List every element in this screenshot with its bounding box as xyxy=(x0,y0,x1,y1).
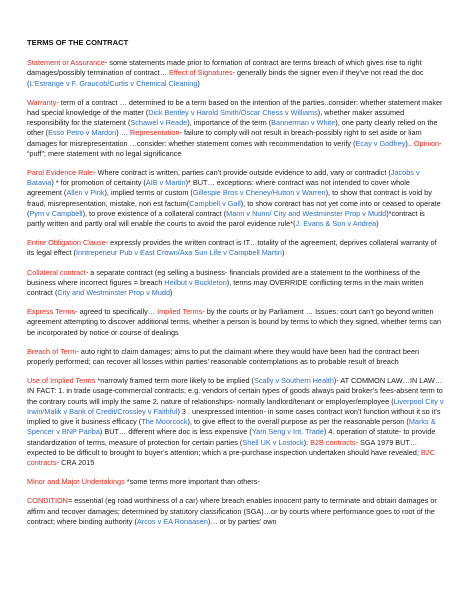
body-text: ) xyxy=(170,288,173,298)
body-text: )… or by parties’ own xyxy=(207,516,277,526)
body-text: - term of a contract … determined to be a term based on the intention of the parties..consider: whether statement maker had special knowledge of the matter ( xyxy=(27,97,445,118)
body-text: ) 3 . unexpressed intention- in some cases contract won’t function without it so it’s implied to give it business efficacy ( xyxy=(27,406,443,427)
term-heading: Effect of Signatures xyxy=(168,68,233,78)
case-citation: Marks & Spencer v BNP Pariba xyxy=(27,417,438,437)
case-citation: Ecay v Godfrey xyxy=(355,138,406,148)
body-text: ), to show contract has not yet come into or ceased to operate ( xyxy=(27,198,443,218)
body-text: - expressly provides the written contract is IT…totality of the agreement, deprives collateral warranty of its legal effect ( xyxy=(27,238,439,258)
body-text: - auto right to claim damages; aims to put the claimant where they would have been had the contract been properly performed; can recover all losses within parties’ reasonable contemplations as to probable result of breach xyxy=(27,346,422,367)
body-text: - Where contract is written, parties can’t provide outside evidence to add, vary or contradict ( xyxy=(93,168,391,178)
term-heading: CONDITION xyxy=(27,496,68,506)
term-heading: Express Terms xyxy=(27,307,76,317)
body-text: ) xyxy=(376,219,379,229)
body-text: ), to prove existence of a collateral contract ( xyxy=(82,208,227,218)
case-citation: The Moorcock xyxy=(141,417,188,427)
body-text: ), implied terms or custom ( xyxy=(104,188,193,198)
body-text: - agreed to specifically… xyxy=(75,307,158,317)
case-citation: Shell UK v Lostock xyxy=(242,437,304,447)
body-text: ), importance of the term ( xyxy=(187,118,272,128)
case-citation: Dick Bentley v Harold Smith/Oscar Chess v Williams xyxy=(148,108,318,118)
term-heading: Implied Terms xyxy=(157,307,203,317)
term-heading: Warranty xyxy=(27,97,57,107)
body-text: = essential (eg road worthiness of a car) where breach enables innocent party to terminate and obtain damages or affirm and recover damages; determined by statutory classification (SGA)…or by courts where performance goes to root of the contract; where binding authority ( xyxy=(27,496,439,526)
case-citation: Yam Seng v Int. Trade xyxy=(251,427,324,437)
case-citation: Inntrepeneur Pub v East Crown/Axa Sun Life v Campbell Martin xyxy=(75,248,282,258)
body-text: ) … xyxy=(116,128,131,138)
case-citation: City and Westminster Prop v Mudd xyxy=(57,288,171,298)
term-heading: Minor and Major Undertakings xyxy=(27,477,125,487)
case-citation: L’Estrange v F. Graucob/Curtis v Chemical Cleaning xyxy=(29,78,198,88)
case-citation: Scally v Southern Health xyxy=(253,376,334,386)
term-heading: Opinion xyxy=(413,138,440,148)
paragraph-breach-of-term xyxy=(27,347,444,367)
body-text: - CRA 2015 xyxy=(56,457,95,467)
body-text: - SGA 1979 BUT… expected to be difficult to brought to buyer’s attention; which a pre-purchase inspection undertaken should have revealed; xyxy=(27,437,421,457)
body-text: ) * for promotion of certainty ( xyxy=(51,178,146,188)
term-heading: Breach of Term xyxy=(27,346,77,356)
term-heading: Use of Implied Terms xyxy=(27,376,96,386)
body-text: ) BUT… different where doc is less expensive ( xyxy=(99,427,252,437)
body-text: ): xyxy=(303,437,311,447)
body-text: ), whether maker assumed responsibility for the statement ( xyxy=(27,108,407,128)
document-body xyxy=(27,58,444,527)
body-text: - “puff”; mere statement with no legal significance xyxy=(27,138,444,158)
body-text: ), to show that contract is void by fraud, misrepresentation, mistake, non est factum( xyxy=(27,188,434,208)
case-citation: Campbell v Gall xyxy=(189,198,241,208)
case-citation: Arcos v EA Ronaasen xyxy=(136,516,208,526)
paragraph-parol-evidence-rule xyxy=(27,168,444,229)
body-text: - some statements made prior to formation of contract are terms breach of which gives rise to right damages/possibly termination of contract… xyxy=(27,58,424,78)
body-text: *some terms more important than others- xyxy=(124,477,260,487)
body-text: - generally binds the signer even if they’ve not read the doc ( xyxy=(27,68,426,88)
case-citation: Pym v Campbell xyxy=(29,208,83,218)
paragraph-statement-or-assurance xyxy=(27,58,444,89)
case-citation: Schawel v Reade xyxy=(130,118,188,128)
body-text: ), one party clearly relied on the other ( xyxy=(27,118,440,138)
body-text: - failure to comply will not result in breach-possibly right to set aside or liam damages for misrepresentation …consider: whether statement comes with recommendation to verify ( xyxy=(27,128,424,148)
paragraph-collateral-contract xyxy=(27,268,444,299)
body-text: ) xyxy=(197,78,200,88)
term-heading: Entire Obligation Clause xyxy=(27,238,106,248)
body-text: )- AT COMMON LAW…IN LAW… IN FACT: 1. in trade usage-commercial contracts; e.g. vendors of certain types of goods always paid broker’s fees-absent term to the contrary courts will imply the same 2. nature of relationships- normally landlord/tenant or employer/employee ( xyxy=(27,376,445,406)
term-heading: Parol Evidence Rule xyxy=(27,168,94,178)
case-citation: AIB v Martin xyxy=(145,178,186,188)
body-text: *narrowly framed term more likely to be implied ( xyxy=(95,376,254,386)
body-text: )*contract is partly written and partly oral will enable the courts to avoid the parol evidence rule*( xyxy=(27,208,427,229)
paragraph-minor-and-major-undertakings xyxy=(27,477,444,487)
body-text: - a separate contract (eg selling a business- financials provided are a statement to the worthiness of the business where incorrect figures = breach xyxy=(27,267,423,287)
term-heading: B2C contracts xyxy=(27,447,438,467)
paragraph-condition xyxy=(27,496,444,527)
body-text: - by the courts or by Parliament … Issues: court can’t go beyond written agreement attempting to discover additional terms, whether a person is bound by terms to which they signed, whether terms can be incorporated by notice or course of dealings xyxy=(27,307,444,337)
case-citation: Mann v Nunn/ City and Westminster Prop v Mudd xyxy=(226,208,387,218)
term-heading: Statement or Assurance xyxy=(27,58,105,68)
body-text: )* BUT… exceptions: where contract was not intended to cover whole agreement ( xyxy=(27,178,412,198)
case-citation: Liverpool City v Irwin/Malik v Bank of Credit/Crossley v Faithful xyxy=(27,396,446,416)
term-heading: Representation xyxy=(130,128,180,138)
body-text: ), to give effect to the overall purpose as per the reasonable person ( xyxy=(187,417,409,427)
case-citation: Esso Petro v Mardon xyxy=(48,128,117,138)
case-citation: Allen v Pink xyxy=(66,188,105,198)
case-citation: Gillespie Bros v Cheney/Hutton v Warren xyxy=(192,188,326,198)
body-text: ) 4. operation of statute- to provide standardization of terms, measure of protection for certain parties ( xyxy=(27,427,438,447)
term-heading: Collateral contract xyxy=(27,267,86,277)
body-text: ) xyxy=(282,248,285,258)
document-title: TERMS OF THE CONTRACT xyxy=(27,38,129,47)
case-citation: Bannerman v White xyxy=(271,118,336,128)
case-citation: J. Evans & Son v Andrea xyxy=(295,219,377,229)
paragraph-warranty xyxy=(27,98,444,159)
paragraph-entire-obligation-clause xyxy=(27,238,444,258)
body-text: ), terms may OVERRIDE conflicting terms in the main written contract ( xyxy=(27,277,426,298)
case-citation: Heilbut v Buckleton xyxy=(164,277,227,287)
case-citation: Jacobs v Batavia xyxy=(27,168,422,188)
paragraph-express-terms xyxy=(27,307,444,338)
paragraph-use-of-implied-terms xyxy=(27,376,444,468)
term-heading: B2B contracts xyxy=(310,437,356,447)
body-text: ).. xyxy=(405,138,414,148)
